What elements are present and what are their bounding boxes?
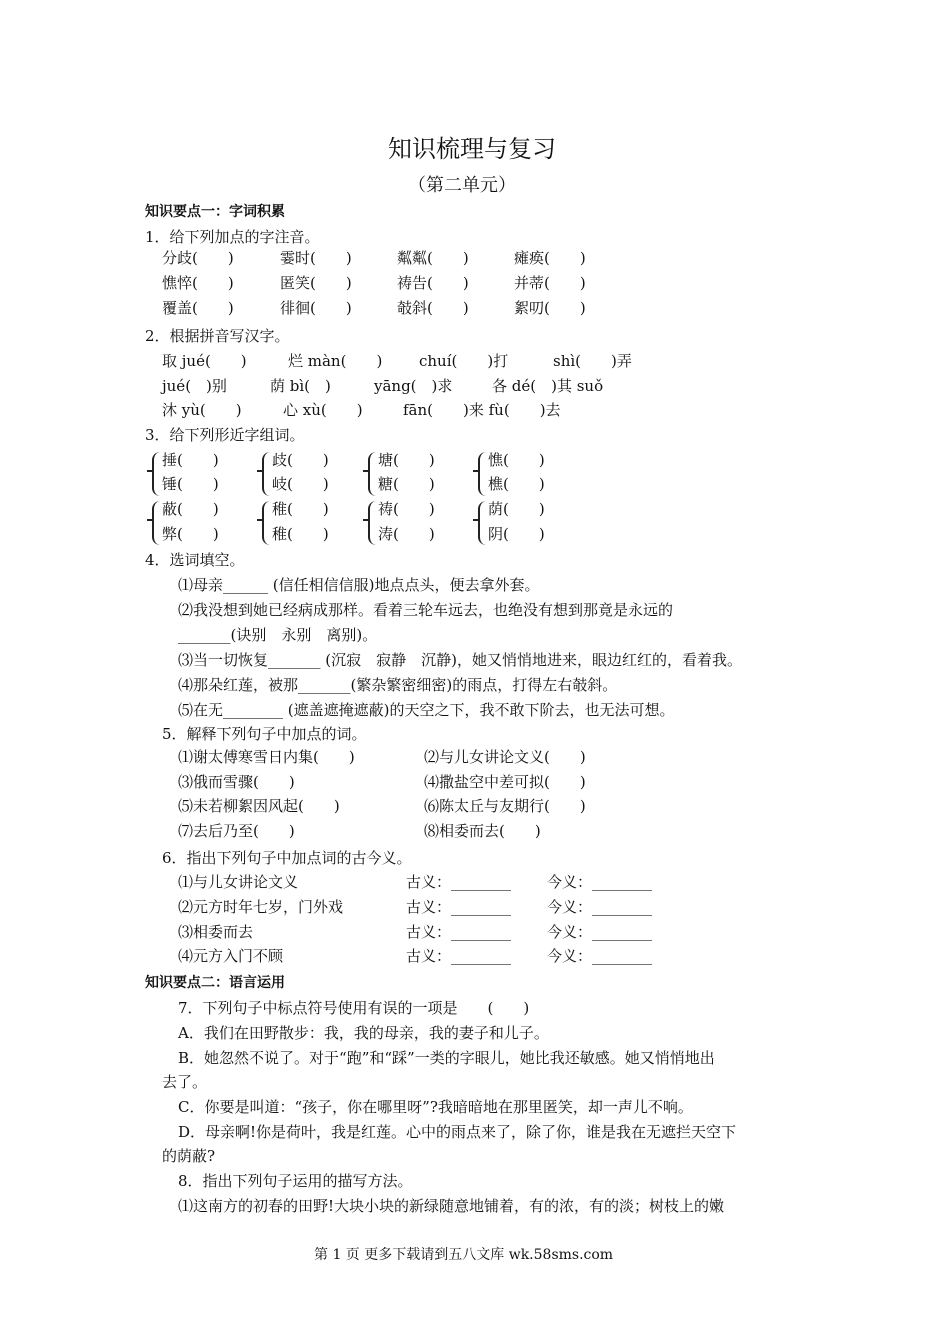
q2-item: shì( )弄	[553, 352, 632, 370]
q1-item: 徘徊( )	[280, 299, 352, 317]
q1-item: 憔悴( )	[162, 274, 234, 292]
q6-jin: 今义：________	[547, 923, 653, 941]
q5-item: ⑴谢太傅寒雪日内集( )	[178, 748, 355, 766]
q6-gu: 古义：________	[406, 873, 512, 891]
brace-icon	[152, 452, 161, 496]
q1-item: 攲斜( )	[397, 299, 469, 317]
q1-item: 粼粼( )	[397, 249, 469, 267]
q2-item: 沐 yù( )	[162, 401, 242, 419]
q4-line: ⑵我没想到她已经病成那样。看着三轮车远去，也绝没有想到那竟是永远的	[178, 601, 674, 619]
q1-item: 覆盖( )	[162, 299, 234, 317]
q3-item: 蔽( )	[162, 500, 219, 518]
brace-icon	[478, 452, 487, 496]
q6-item: ⑴与儿女讲论文义	[178, 873, 299, 891]
q6-item: ⑷元方入门不顾	[178, 947, 284, 965]
q4-line: ⑸在无________ (遮盖遮掩遮蔽)的天空之下，我不敢下阶去，也无法可想。	[178, 701, 675, 719]
q1-item: 匿笑( )	[280, 274, 352, 292]
section-heading-2: 知识要点二：语言运用	[145, 975, 285, 991]
q3-item: 锤( )	[162, 475, 219, 493]
q3-item: 樵( )	[488, 475, 545, 493]
q7-stem: 7．下列句子中标点符号使用有误的一项是 ( )	[178, 999, 530, 1017]
q3-item: 憔( )	[488, 451, 545, 469]
q1-item: 霎时( )	[280, 249, 352, 267]
q2-item: 取 jué( )	[162, 352, 247, 370]
q8-line: ⑴这南方的初春的田野!大块小块的新绿随意地铺着，有的浓，有的淡；树枝上的嫩	[178, 1197, 725, 1215]
brace-icon	[368, 501, 377, 545]
q3-item: 捶( )	[162, 451, 219, 469]
q1-item: 絮叨( )	[514, 299, 586, 317]
q3-item: 涛( )	[378, 525, 435, 543]
q3-item: 祷( )	[378, 500, 435, 518]
section-heading-1: 知识要点一：字词积累	[145, 204, 285, 220]
brace-icon	[262, 501, 271, 545]
q3-item: 荫( )	[488, 500, 545, 518]
q6-stem: 6．指出下列句子中加点词的古今义。	[162, 849, 412, 867]
q2-item: fān( )来 fù( )去	[403, 401, 561, 419]
q4-line: _______(诀别 永别 离别)。	[178, 626, 378, 644]
q2-item: jué( )别	[162, 377, 227, 395]
q5-item: ⑶俄而雪骤( )	[178, 773, 295, 791]
page-subtitle: （第二单元）	[408, 175, 516, 196]
q4-line: ⑶当一切恢复_______ (沉寂 寂静 沉静)，她又悄悄地进来，眼边红红的，看着我。	[178, 651, 742, 669]
q5-item: ⑸未若柳絮因风起( )	[178, 797, 340, 815]
q5-stem: 5．解释下列句子中加点的词。	[162, 725, 367, 743]
q4-line: ⑴母亲______ (信任相信信服)地点点头，便去拿外套。	[178, 576, 540, 594]
q3-item: 弊( )	[162, 525, 219, 543]
q7-option: 的荫蔽?	[162, 1147, 216, 1165]
q3-item: 稚( )	[272, 525, 329, 543]
q5-item: ⑺去后乃至( )	[178, 822, 295, 840]
q6-gu: 古义：________	[406, 947, 512, 965]
q1-stem: 1．给下列加点的字注音。	[145, 228, 320, 246]
q3-item: 稚( )	[272, 500, 329, 518]
q3-item: 歧( )	[272, 451, 329, 469]
q1-item: 祷告( )	[397, 274, 469, 292]
q3-item: 岐( )	[272, 475, 329, 493]
q1-item: 并蒂( )	[514, 274, 586, 292]
q6-gu: 古义：________	[406, 898, 512, 916]
q6-jin: 今义：________	[547, 947, 653, 965]
q8-stem: 8．指出下列句子运用的描写方法。	[178, 1172, 413, 1190]
q2-item: 烂 màn( )	[288, 352, 383, 370]
q6-item: ⑶相委而去	[178, 923, 254, 941]
page-footer: 第 1 页 更多下载请到五八文库 wk.58sms.com	[314, 1247, 614, 1263]
q2-item: chuí( )打	[419, 352, 509, 370]
q6-jin: 今义：________	[547, 873, 653, 891]
q7-option: C．你要是叫道：“孩子，你在哪里呀”?我暗暗地在那里匿笑，却一声儿不响。	[178, 1098, 693, 1116]
q2-item: yāng( )求	[374, 377, 453, 395]
q5-item: ⑻相委而去( )	[424, 822, 541, 840]
brace-icon	[152, 501, 161, 545]
q6-gu: 古义：________	[406, 923, 512, 941]
q2-item: 荫 bì( )	[270, 377, 331, 395]
q6-item: ⑵元方时年七岁，门外戏	[178, 898, 344, 916]
q5-item: ⑵与儿女讲论文义( )	[424, 748, 586, 766]
q7-option: 去了。	[162, 1073, 208, 1091]
q1-item: 瘫痪( )	[514, 249, 586, 267]
q3-item: 糖( )	[378, 475, 435, 493]
q4-stem: 4．选词填空。	[145, 551, 245, 569]
q3-stem: 3．给下列形近字组词。	[145, 426, 305, 444]
q5-item: ⑹陈太丘与友期行( )	[424, 797, 586, 815]
q1-item: 分歧( )	[162, 249, 234, 267]
q2-item: 各 dé( )其 suǒ	[492, 377, 604, 395]
q7-option: B．她忽然不说了。对于“跑”和“踩”一类的字眼儿，她比我还敏感。她又悄悄地出	[178, 1049, 715, 1067]
q2-item: 心 xù( )	[283, 401, 363, 419]
q5-item: ⑷撒盐空中差可拟( )	[424, 773, 586, 791]
q6-jin: 今义：________	[547, 898, 653, 916]
brace-icon	[262, 452, 271, 496]
q7-option: A．我们在田野散步：我，我的母亲，我的妻子和儿子。	[178, 1024, 549, 1042]
brace-icon	[368, 452, 377, 496]
q7-option: D．母亲啊!你是荷叶，我是红莲。心中的雨点来了，除了你，谁是我在无遮拦天空下	[178, 1123, 737, 1141]
brace-icon	[478, 501, 487, 545]
q3-item: 阴( )	[488, 525, 545, 543]
q2-stem: 2．根据拼音写汉字。	[145, 327, 290, 345]
q4-line: ⑷那朵红莲，被那_______(繁杂繁密细密)的雨点，打得左右攲斜。	[178, 676, 618, 694]
page-title: 知识梳理与复习	[388, 135, 556, 163]
q3-item: 塘( )	[378, 451, 435, 469]
